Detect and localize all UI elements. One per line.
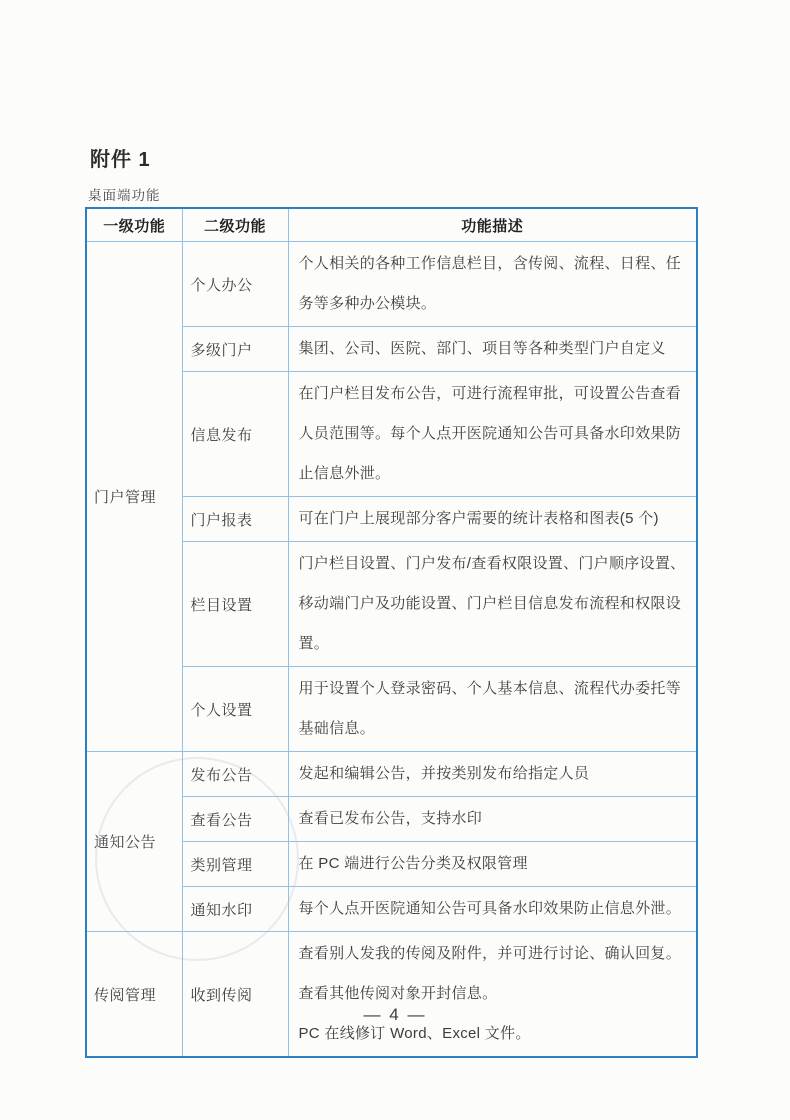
description-cell: 每个人点开医院通知公告可具备水印效果防止信息外泄。 [288,887,697,932]
description-cell [288,932,697,1058]
features-table [85,207,698,1058]
table-caption: 桌面端功能 [88,188,161,203]
features-table-container [85,207,698,1058]
subfunction-cell: 通知水印 [182,887,288,932]
description-cell: 集团、公司、医院、部门、项目等各种类型门户自定义 [288,327,697,372]
table-row [86,242,697,327]
table-row [86,932,697,1058]
subfunction-cell: 个人办公 [182,242,288,327]
description-cell: 用于设置个人登录密码、个人基本信息、流程代办委托等基础信息。 [288,667,697,752]
subfunction-cell: 收到传阅 [182,932,288,1058]
group-cell-circulation-management: 传阅管理 [86,932,182,1058]
description-cell: 在门户栏目发布公告，可进行流程审批，可设置公告查看人员范围等。每个人点开医院通知公告可具备水印效果防止信息外泄。 [288,372,697,497]
description-line: 查看其他传阅对象开封信息。 [298,985,498,1002]
description-line: PC 在线修订 Word、Excel 文件。 [298,1025,531,1042]
description-cell: 门户栏目设置、门户发布/查看权限设置、门户顺序设置、移动端门户及功能设置、门户栏目信息发布流程和权限设置。 [288,542,697,667]
header-level2-function: 二级功能 [182,208,288,242]
subfunction-cell: 栏目设置 [182,542,288,667]
description-cell: 在 PC 端进行公告分类及权限管理 [288,842,697,887]
description-line: 查看别人发我的传阅及附件，并可进行讨论、确认回复。 [298,945,682,962]
table-header-row [86,208,697,242]
group-cell-notice-announcement: 通知公告 [86,752,182,932]
description-cell: 个人相关的各种工作信息栏目，含传阅、流程、日程、任务等多种办公模块。 [288,242,697,327]
header-level1-function: 一级功能 [86,208,182,242]
subfunction-cell: 多级门户 [182,327,288,372]
description-cell: 发起和编辑公告，并按类别发布给指定人员 [288,752,697,797]
subfunction-cell: 类别管理 [182,842,288,887]
group-cell-portal-management: 门户管理 [86,242,182,752]
subfunction-cell: 个人设置 [182,667,288,752]
subfunction-cell: 信息发布 [182,372,288,497]
page-number: — 4 — [363,1005,427,1024]
attachment-title: 附件 1 [90,149,151,171]
subfunction-cell: 查看公告 [182,797,288,842]
subfunction-cell: 发布公告 [182,752,288,797]
header-function-description: 功能描述 [288,208,697,242]
subfunction-cell: 门户报表 [182,497,288,542]
table-row [86,752,697,797]
description-cell: 可在门户上展现部分客户需要的统计表格和图表(5 个) [288,497,697,542]
description-cell: 查看已发布公告，支持水印 [288,797,697,842]
